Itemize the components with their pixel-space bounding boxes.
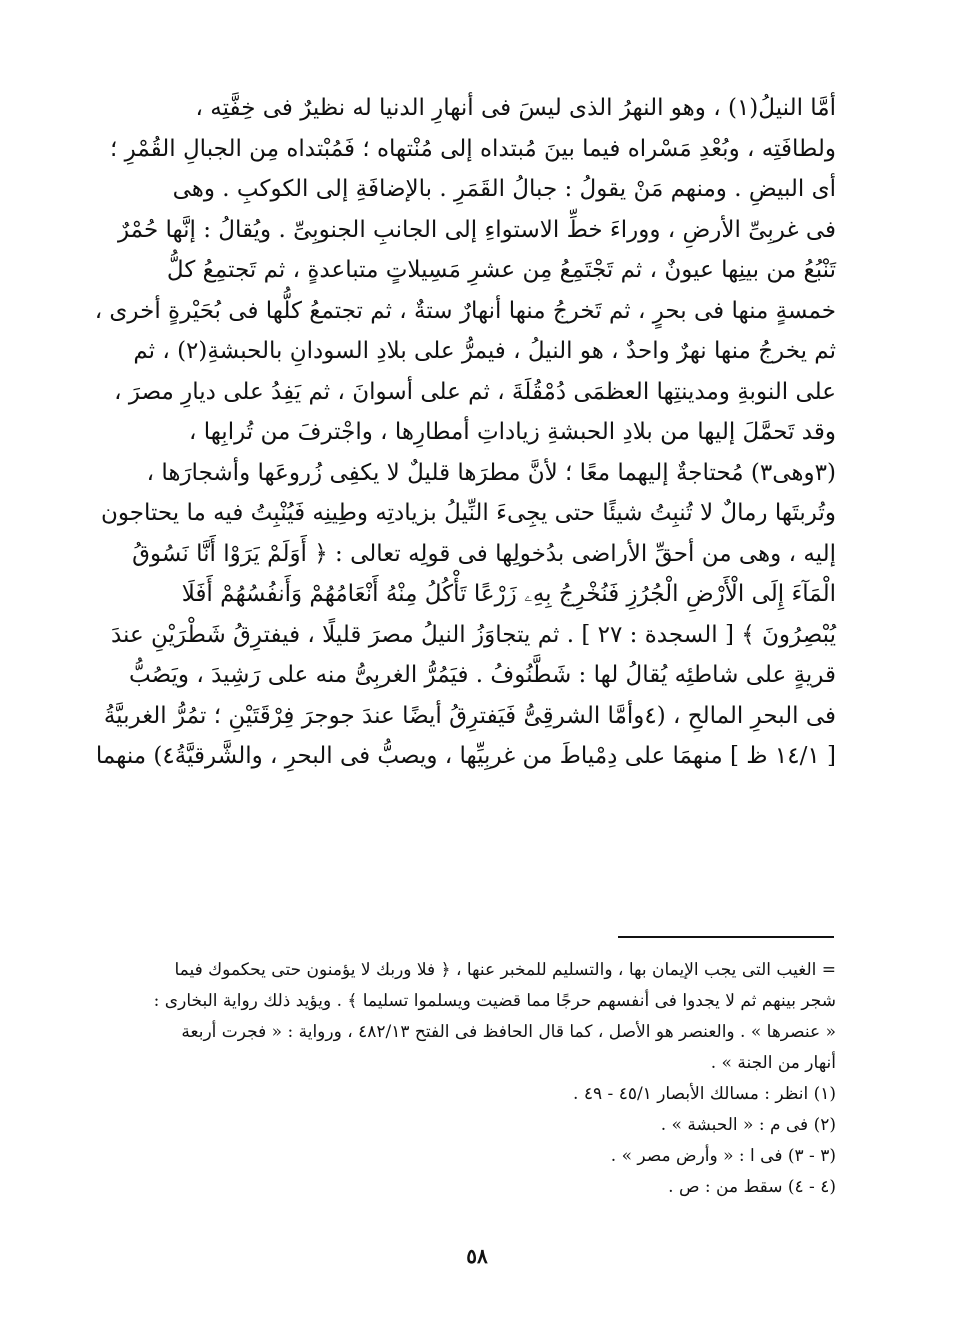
main-text-line: خمسةٍ منها فى بحرٍ ، ثم تَخرجُ منها أنهارٌ ستةٌ ، ثم تجتمعُ كلُّها فى بُحَيْرةٍ أخرى ، xyxy=(94,297,836,324)
main-text-line: وتُربتَها رمالٌ لا تُنبِتُ شيئًا حتى يجِىءَ النِّيلُ بزيادتِه وطِينِه فَيُنْبِتُ فيه ما يحتاجون xyxy=(100,500,836,526)
main-text-line: فى غربِىِّ الأرضِ ، ووراءَ خطِّ الاستواءِ إلى الجانبِ الجنوبِىِّ . ويُقالُ : إنَّها حُمْرٌ xyxy=(117,216,836,243)
main-text-line: قريةٍ على شاطئِه يُقالُ لها : شَطَّنُوفُ . فيَمُرُّ الغربِىُّ منه على رَشِيدَ ، ويَصُبُّ xyxy=(128,662,836,688)
footnote-line: (٣ - ٣) فى ا : « وأرض مصر » . xyxy=(610,1146,836,1166)
footnote-line: = الغيب التى يجب الإيمان بها ، والتسليم للمخبر عنها ، ﴿ فلا وربك لا يؤمنون حتى يحكموك فيما xyxy=(174,960,836,980)
footnote-separator xyxy=(618,936,834,938)
main-text-line: إليه ، وهى من أحقِّ الأراضى بدُخولِها فى قولِه تعالى : ﴿ أَوَلَمْ يَرَوْا أَنَّا نَسُوقُ xyxy=(132,540,836,567)
footnote-line: « عنصرها » . والعنصر هو الأصل ، كما قال الحافظ فى الفتح ٤٨٢/١٣ ، ورواية : « فجرت أربعة xyxy=(181,1022,836,1042)
footnote-line: شجر بينهم ثم لا يجدوا فى أنفسهم حرجًا مما قضيت ويسلموا تسليما ﴾ . ويؤيد ذلك رواية البخارى : xyxy=(153,991,836,1011)
main-text-line: فى البحرِ المالحِ ، (٤وأمَّا الشرقِىُّ فَيَفترِقُ أيضًا عندَ جوجرَ فِرْقَتَيْنِ ؛ تمُرُّ الغربيَّةُ xyxy=(103,702,836,729)
main-text-line: (٣وهى٣) مُحتاجةٌ إليهما معًا ؛ لأنَّ مطرَها قليلٌ لا يكفِى زُروعَها وأشجارَها ، xyxy=(146,459,836,486)
main-text-line: ثم يخرجُ منها نهرٌ واحدٌ ، هو النيلُ ، فيمرُّ على بلادِ السودانِ بالحبشةِ(٢) ، ثم xyxy=(133,338,836,364)
footnote-line: (٢) فى م : « الحبشة » . xyxy=(660,1115,836,1135)
main-text-line: تَنْبُعُ من بينِها عيونٌ ، ثم تَجْتَمِعُ مِن عشرِ مَسِيلاتٍ متباعدةٍ ، ثم تَجتمِعُ كلُّ xyxy=(166,257,836,283)
main-text-line: [ ١٤/١ ظ ] منهمَا على دِمْياطَ من غربِيِّها ، ويصبُّ فى البحرِ ، والشَّرقيَّةُ٤) منهما xyxy=(95,743,836,769)
footnotes-block xyxy=(118,955,836,1203)
main-text-block xyxy=(94,88,836,777)
main-text-line: على النوبةِ ومدينتِها العظمَى دُمْقُلَةَ ، ثم على أسوانَ ، ثم يَفِدُ على ديارِ مصرَ ، xyxy=(114,378,836,405)
main-text-line: أى البيضِ . ومنهم مَنْ يقولُ : جبالُ القَمَرِ . بالإضافَةِ إلى الكوكبِ . وهى xyxy=(172,176,836,202)
main-text-line: وقد تَحمَّلَ إليها من بلادِ الحبشةِ زياداتِ أمطارِها ، واجْترفَ من تُرابِها ، xyxy=(188,419,836,445)
footnote-line: أنهار من الجنة » . xyxy=(710,1053,836,1073)
main-text-line: الْمَآءَ إِلَى الْأَرْضِ الْجُرُزِ فَنُخْرِجُ بِهِۦ زَرْعًا تَأْكُلُ مِنْهُ أَنْعَامُهُمْ وَأَنفُسُهُمْ أَفَلَا xyxy=(181,581,836,607)
footnote-line: (٤ - ٤) سقط من : ص . xyxy=(668,1177,836,1197)
main-text-line: يُبْصِرُونَ ﴾ [ السجدة : ٢٧ ] . ثم يتجاوَزُ النيلُ مصرَ قليلًا ، فيفترِقُ شَطْرَيْنِ عندَ xyxy=(110,621,836,648)
main-text-line: ولطافَتِه ، وبُعْدِ مَسْراه فيما بينَ مُبتداه إلى مُنْتهاه ؛ فَمُبْتداه مِن الجبالِ القُمْرِ ؛ xyxy=(110,135,836,162)
main-text-line: أمَّا النيلُ(١) ، وهو النهرُ الذى ليسَ فى أنهارِ الدنيا له نظيرٌ فى خِفَّتِه ، xyxy=(195,95,836,121)
page-number: ٥٨ xyxy=(466,1244,488,1268)
footnote-line: (١) انظر : مسالك الأبصار ٤٥/١ - ٤٩ . xyxy=(573,1084,836,1104)
